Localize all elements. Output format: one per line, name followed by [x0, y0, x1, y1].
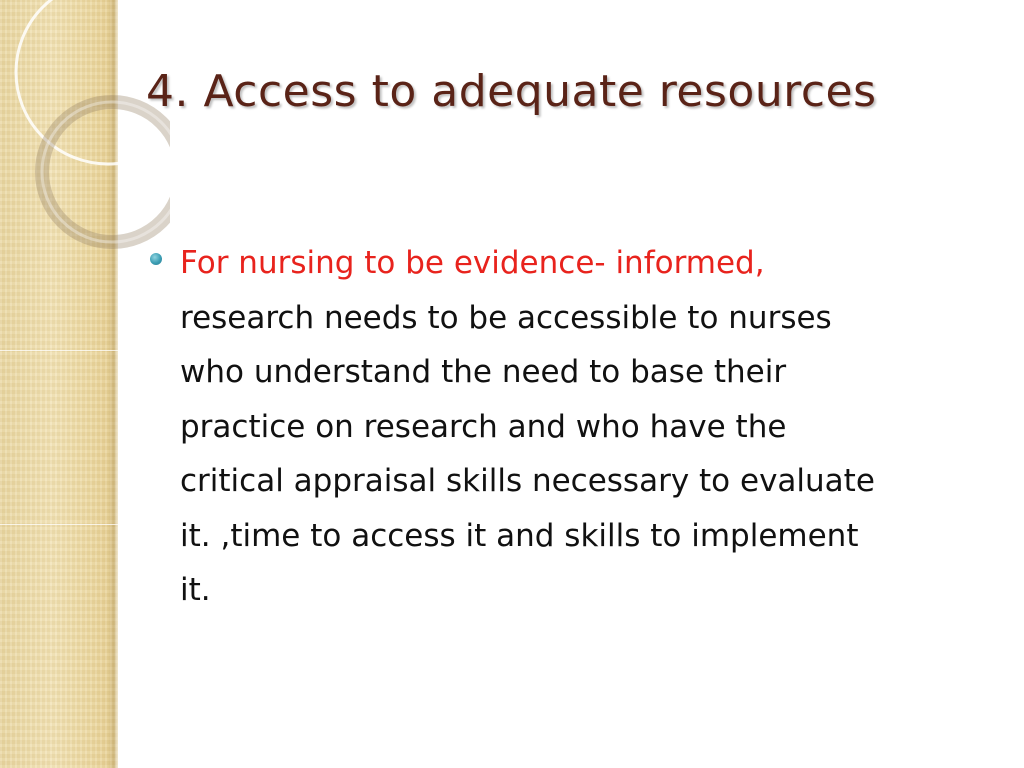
slide-title: 4. Access to adequate resources [146, 66, 877, 117]
bullet-line: critical appraisal skills necessary to evaluate [180, 463, 875, 499]
bullet-line: it. [180, 572, 211, 608]
panel-divider-line [0, 350, 118, 351]
bullet-item [150, 236, 990, 618]
panel-divider-line [0, 524, 118, 525]
bullet-line: practice on research and who have the [180, 408, 787, 445]
bullet-icon [150, 253, 162, 265]
decorative-rings [0, 0, 170, 260]
bullet-line: it. ,time to access it and skills to implement [180, 517, 859, 554]
bullet-line: research needs to be accessible to nurses [180, 299, 832, 336]
bullet-line: For nursing to be evidence- informed, [180, 245, 765, 281]
bullet-list [150, 236, 990, 618]
bullet-line: who understand the need to base their [180, 354, 787, 390]
